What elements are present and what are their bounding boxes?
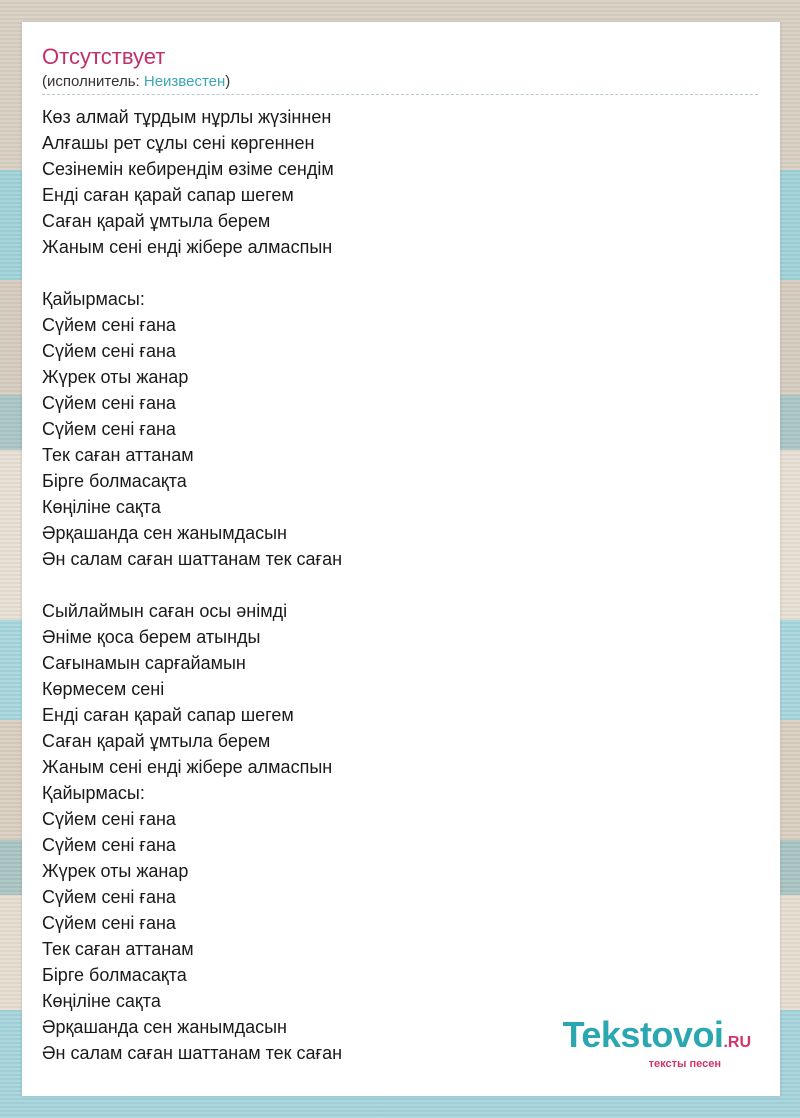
lyrics-sheet — [22, 22, 780, 1096]
lyric-line: Көңіліне сақта — [42, 991, 161, 1011]
lyric-line: Тек саған аттанам — [42, 939, 194, 959]
lyric-line: Сүйем сені ғана — [42, 887, 176, 907]
lyric-line: Сүйем сені ғана — [42, 393, 176, 413]
lyric-line: Әрқашанда сен жанымдасын — [42, 1017, 287, 1037]
lyric-blank-line — [42, 572, 342, 598]
artist-suffix: ) — [225, 73, 231, 90]
artist-prefix: (исполнитель: — [42, 73, 144, 90]
lyric-blank-line — [42, 260, 342, 286]
lyric-line: Бірге болмасақта — [42, 965, 187, 985]
lyric-line: Сүйем сені ғана — [42, 809, 176, 829]
lyric-line: Сүйем сені ғана — [42, 341, 176, 361]
lyric-line: Саған қарай ұмтыла берем — [42, 731, 271, 751]
lyric-line: Енді саған қарай сапар шегем — [42, 705, 294, 725]
logo-main-text: Tekstovoi — [562, 1014, 724, 1055]
lyric-line: Әрқашанда сен жанымдасын — [42, 523, 287, 543]
lyric-line: Ән салам саған шаттанам тек саған — [42, 1043, 343, 1063]
lyric-line: Бірге болмасақта — [42, 471, 187, 491]
lyric-line: Сүйем сені ғана — [42, 913, 176, 933]
lyric-line: Әніме қоса берем атынды — [42, 627, 261, 647]
lyric-line: Тек саған аттанам — [42, 445, 194, 465]
lyric-line: Сүйем сені ғана — [42, 835, 176, 855]
site-logo[interactable] — [562, 1014, 751, 1070]
lyric-line: Көрмесем сені — [42, 679, 165, 699]
lyric-line: Қайырмасы: — [42, 783, 145, 803]
lyrics-text — [42, 104, 342, 1066]
lyric-line: Сезінемін кебирендім өзіме сендім — [42, 159, 334, 179]
lyric-line: Қайырмасы: — [42, 289, 145, 309]
logo-tagline: тексты песен — [648, 1058, 721, 1070]
lyric-line: Алғашы рет сұлы сені көргеннен — [42, 133, 315, 153]
lyric-line: Жүрек оты жанар — [42, 861, 189, 881]
lyric-line: Сағынамын сарғайамын — [42, 653, 246, 673]
lyric-line: Көңіліне сақта — [42, 497, 161, 517]
lyric-line: Сыйлаймын саған осы әнімді — [42, 601, 288, 621]
lyric-line: Жаным сені енді жібере алмаспын — [42, 237, 333, 257]
title-divider — [42, 94, 758, 95]
lyric-line: Саған қарай ұмтыла берем — [42, 211, 271, 231]
logo-wordmark — [562, 1014, 751, 1061]
artist-link[interactable]: Неизвестен — [143, 73, 226, 90]
lyric-line: Жаным сені енді жібере алмаспын — [42, 757, 333, 777]
lyric-line: Жүрек оты жанар — [42, 367, 189, 387]
logo-tld: .RU — [723, 1034, 751, 1051]
lyric-line: Ән салам саған шаттанам тек саған — [42, 549, 343, 569]
lyric-line: Сүйем сені ғана — [42, 315, 176, 335]
lyric-line: Көз алмай тұрдым нұрлы жүзіннен — [42, 107, 332, 127]
song-title: Отсутствует — [42, 44, 166, 69]
lyric-line: Сүйем сені ғана — [42, 419, 176, 439]
artist-line — [42, 73, 230, 90]
lyric-line: Енді саған қарай сапар шегем — [42, 185, 294, 205]
